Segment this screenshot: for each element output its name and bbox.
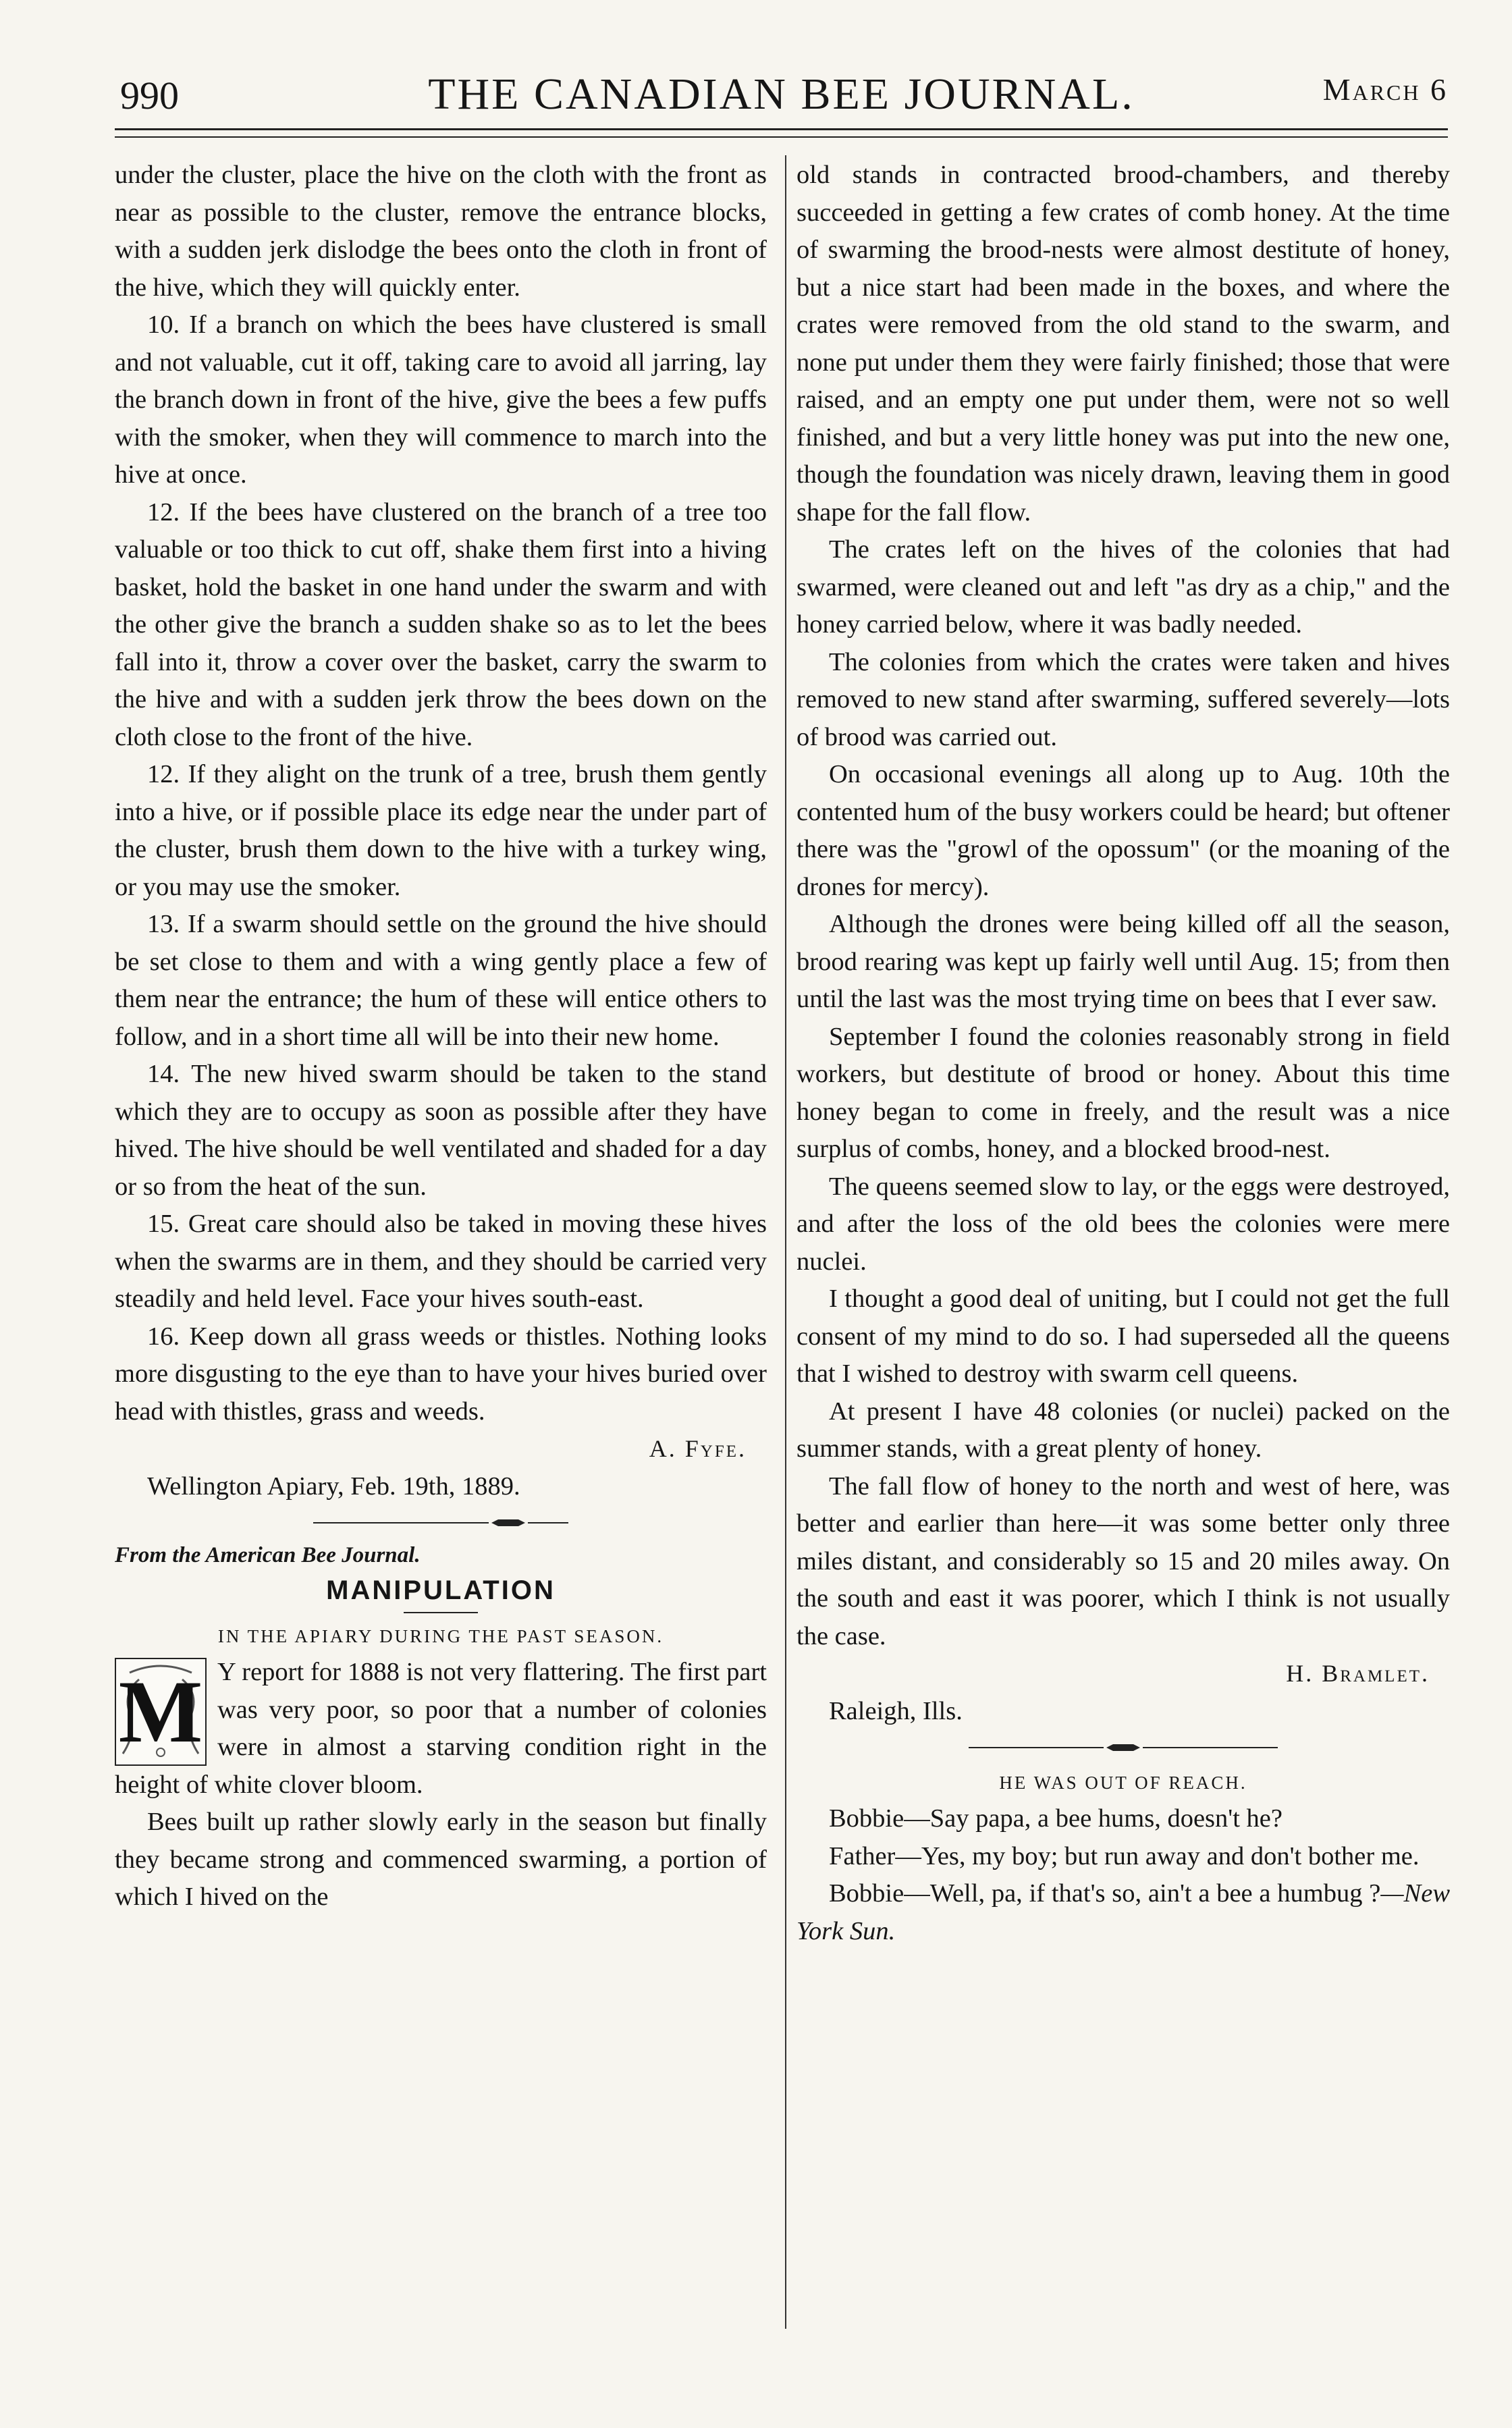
paragraph: At present I have 48 colonies (or nuclei) packed on the summer stands, with a great plenty of honey. <box>796 1397 1450 1463</box>
paragraph: The crates left on the hives of the colonies that had swarmed, were cleaned out and left "as dry as a chip," and the honey carried below, where it was badly needed. <box>796 535 1450 639</box>
paragraph: The fall flow of honey to the north and west of here, was better and earlier than here—it was some better only three miles distant, and considerably so 15 and 20 miles away. On the south and east it was poorer, which I think is not usually the case. <box>796 1472 1450 1650</box>
joke-source: —New York Sun. <box>796 1879 1450 1945</box>
section-ornament <box>796 1734 1450 1761</box>
joke-title: HE WAS OUT OF REACH. <box>999 1773 1247 1793</box>
joke-text: Bobbie—Well, pa, if that's so, ain't a bee a humbug ? <box>829 1879 1381 1908</box>
paragraph: Although the drones were being killed off all the season, brood rearing was kept up fairly well until Aug. 15; from then until the last was the most trying time on bees that I ever saw. <box>796 910 1450 1013</box>
issue-date: March 6 <box>1322 72 1448 107</box>
title-rule <box>404 1612 478 1613</box>
section-ornament <box>115 1509 767 1536</box>
place: Raleigh, Ills. <box>829 1696 963 1725</box>
paragraph: 13. If a swarm should settle on the ground the hive should be set close to them and with a wing gently place a few of them near the entrance; the hum of these will entice others to follow, and in a short time all will be into their new home. <box>115 910 767 1051</box>
joke-line: Father—Yes, my boy; but run away and don't bother me. <box>829 1841 1420 1870</box>
paragraph: 10. If a branch on which the bees have clustered is small and not valuable, cut it off, taking care to avoid all jarring, lay the branch down in front of the hive, give the bees a few puffs with the smoker, when they will commence to march into the hive at once. <box>115 311 767 489</box>
paragraph: I thought a good deal of uniting, but I could not get the full consent of my mind to do so. I had superseded all the queens that I wished to destroy with swarm cell queens. <box>796 1285 1450 1388</box>
paragraph: September I found the colonies reasonably strong in field workers, but destitute of brood or honey. About this time honey began to come in freely, and the result was a nice surplus of combs, honey, and a blocked brood-nest. <box>796 1022 1450 1163</box>
paragraph: 14. The new hived swarm should be taken to the stand which they are to occupy as soon as possible after they have hived. The hive should be well ventilated and shaded for a day or so from the heat of the sun. <box>115 1060 767 1201</box>
paragraph-text: Y report for 1888 is not very flattering. The first part was very poor, so poor that a number of colonies were in almost a starving condition right in the height of white clover bloom. <box>115 1658 767 1799</box>
drop-cap-letter: M <box>118 1662 203 1761</box>
header-rule-thin <box>115 136 1448 138</box>
header-rule <box>115 128 1448 130</box>
joke-line: Bobbie—Say papa, a bee hums, doesn't he? <box>829 1804 1282 1833</box>
paragraph: 12. If they alight on the trunk of a tree, brush them gently into a hive, or if possible place its edge near the under part of the cluster, brush them down to the hive with a turkey wing, or you may use the smoker. <box>115 760 767 901</box>
page-number: 990 <box>120 74 179 117</box>
article-subtitle: IN THE APIARY DURING THE PAST SEASON. <box>217 1626 664 1646</box>
paragraph: 16. Keep down all grass weeds or thistles. Nothing looks more disgusting to the eye than to have your hives buried over head with thistles, grass and weeds. <box>115 1322 767 1426</box>
paragraph: Bees built up rather slowly early in the season but finally they became strong and commenced swarming, a portion of which I hived on the <box>115 1808 767 1911</box>
paragraph: The queens seemed slow to lay, or the eggs were destroyed, and after the loss of the old bees the colonies were mere nuclei. <box>796 1172 1450 1276</box>
paragraph: 12. If the bees have clustered on the branch of a tree too valuable or too thick to cut off, shake them first into a hiving basket, hold the basket in one hand under the swarm and with the other give the branch a sudden shake so as to let the bees fall into it, throw a cover over the basket, carry the swarm to the hive and with a sudden jerk throw the bees down on the cloth close to the front of the hive. <box>115 497 767 751</box>
paragraph: old stands in contracted brood-chambers, and thereby succeeded in getting a few crates of comb honey. At the time of swarming the brood-nests were almost destitute of honey, but a nice start had been made in the boxes, and where the crates were removed from the old stand to the swarm, and none put under them they were fairly finished; those that were raised, and an empty one put under them, were not so well finished, and but a very little honey was put into the new one, though the foundation was nicely drawn, leaving them in good shape for the fall flow. <box>796 161 1450 527</box>
intro-paragraph <box>115 1654 767 1804</box>
column-divider <box>785 155 786 2329</box>
author-signature: H. Bramlet. <box>1286 1660 1430 1687</box>
source-line: From the American Bee Journal. <box>115 1543 421 1567</box>
paragraph: The colonies from which the crates were taken and hives removed to new stand after swarming, suffered severely—lots of brood was carried out. <box>796 647 1450 751</box>
joke-line <box>796 1875 1450 1950</box>
place-date: Wellington Apiary, Feb. 19th, 1889. <box>147 1472 520 1501</box>
right-column <box>796 157 1450 1950</box>
paragraph: under the cluster, place the hive on the cloth with the front as near as possible to the cluster, remove the entrance blocks, with a sudden jerk dislodge the bees onto the cloth in front of the hive, which they will quickly enter. <box>115 161 767 302</box>
paragraph: 15. Great care should also be taked in moving these hives when the swarms are in them, and they should be carried very steadily and held level. Face your hives south-east. <box>115 1210 767 1313</box>
left-column <box>115 157 767 1916</box>
drop-cap <box>115 1658 207 1766</box>
page-header <box>115 53 1448 120</box>
paragraph: On occasional evenings all along up to Aug. 10th the contented hum of the busy workers could be heard; but oftener there was the "growl of the opossum" (or the moaning of the drones for mercy). <box>796 760 1450 901</box>
author-signature: A. Fyfe. <box>649 1435 747 1462</box>
journal-title: THE CANADIAN BEE JOURNAL. <box>428 70 1135 119</box>
article-title: MANIPULATION <box>326 1575 556 1605</box>
